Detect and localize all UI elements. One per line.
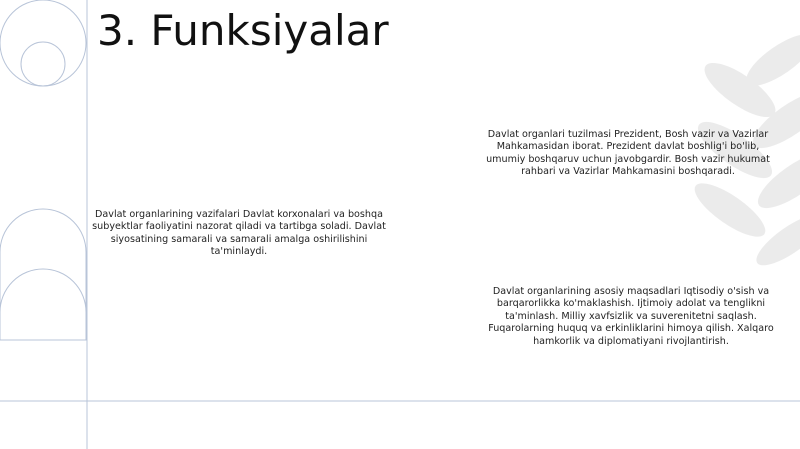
- slide-title: 3. Funksiyalar: [97, 6, 389, 55]
- text-block-duties: Davlat organlarining vazifalari Davlat korxonalari va boshqa subyektlar faoliyatini nazorat qiladi va tartibga soladi. Davlat siyosatining samarali va samarali amalga oshirilishini ta'minlaydi.: [92, 209, 386, 258]
- lower-arch-outline: [0, 269, 86, 340]
- large-circle-outline: [0, 0, 86, 86]
- text-block-structure: Davlat organlari tuzilmasi Prezident, Bosh vazir va Vazirlar Mahkamasidan iborat. Prezident davlat boshlig'i bo'lib, umumiy boshqaruv uchun javobgardir. Bosh vazir hukumat rahbari va Vazirlar Mahkamasini boshqaradi.: [486, 129, 770, 178]
- text-block-goals: Davlat organlarining asosiy maqsadlari Iqtisodiy o'sish va barqarorlikka ko'maklashish. Ijtimoiy adolat va tenglikni ta'minlash. Milliy xavfsizlik va suverenitetni saqlash. Fuqarolarning huquq va erkinliklarini himoya qilish. Xalqaro hamkorlik va diplomatiyani rivojlantirish.: [488, 286, 774, 347]
- small-circle-outline: [21, 42, 65, 86]
- upper-arch-outline: [0, 209, 86, 340]
